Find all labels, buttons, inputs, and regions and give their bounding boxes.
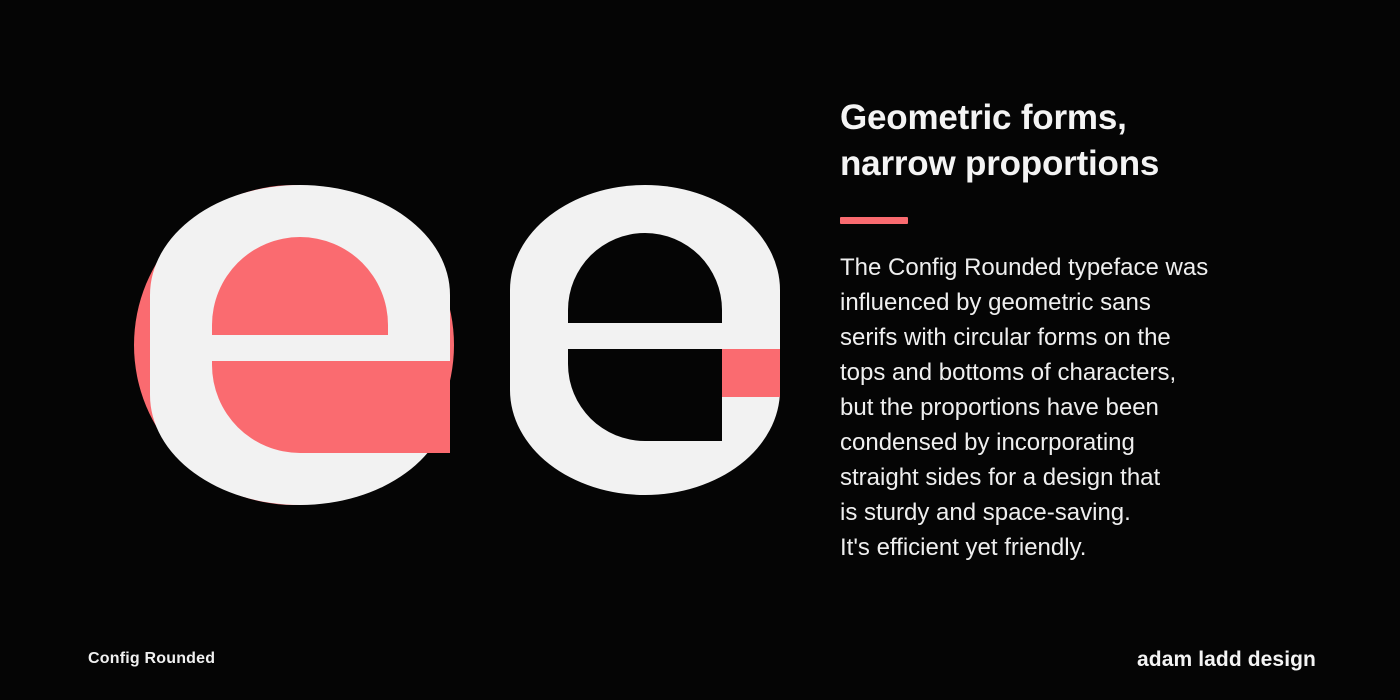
glyph-specimen-filled — [120, 160, 480, 520]
page-title — [840, 95, 1310, 187]
footer-typeface-name: Config Rounded — [88, 650, 216, 667]
accent-divider — [840, 217, 908, 224]
description-line: condensed by incorporating — [840, 429, 1135, 456]
accent-aperture-block — [722, 349, 780, 397]
description-line: serifs with circular forms on the — [840, 324, 1171, 351]
letter-e-white-shape — [150, 185, 450, 505]
letter-crossbar — [212, 335, 388, 361]
letter-aperture — [388, 361, 450, 453]
description-line: straight sides for a design that — [840, 464, 1161, 491]
description-line: but the proportions have been — [840, 394, 1159, 421]
description-line: The Config Rounded typeface was — [840, 254, 1209, 281]
headline-line-1: Geometric forms, — [840, 98, 1127, 137]
copy-column — [840, 95, 1310, 565]
glyph-specimen-outline — [510, 185, 780, 495]
description-line: is sturdy and space-saving. — [840, 499, 1131, 526]
headline-line-2: narrow proportions — [840, 144, 1160, 183]
description-paragraph — [840, 250, 1310, 565]
letter-crossbar — [568, 323, 722, 349]
description-line: It's efficient yet friendly. — [840, 534, 1087, 561]
description-line: tops and bottoms of characters, — [840, 359, 1177, 386]
description-line: influenced by geometric sans — [840, 289, 1151, 316]
footer-studio-credit: adam ladd design — [1137, 648, 1316, 671]
